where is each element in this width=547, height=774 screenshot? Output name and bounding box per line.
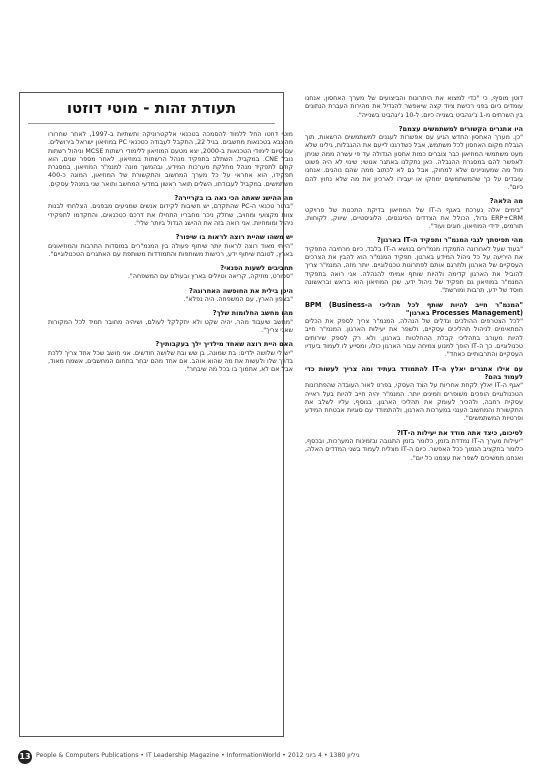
profile-intro: מוטי דוזטו החל ללמוד להסמכה בטכנאי אלקטרוניקה ותשתיות ב-1997, לאחר שחרורו מהצבא בטכנאות מחשבים. בגיל 22, התקבל לעבודה כטכנאי PC במוזיאון ישראל בירושלים. עם סיום לימודי הטכנאות ב-2000, יצא מטעם המוזיאון ללימודי רשתות MCSE וניהול רשתות נובל CNE. במקביל, השתלב בתפקיד מנהל הרשתות במוזיאון. לאחר מספר שנים, הוא קודם לתפקיד מנהל מחלקת מערכות המידע, ובהמשך מונה למנמ"ר המוזיאון. במסגרת תפקידו, הוא אחראי על כל מערך המחשוב והתקשורת של המוזיאון, המונה כ-400 משתמשים. במקביל לעבודתו, השלים תואר ראשון במדעי המחשב ותואר שני במנהל עסקים. xyxy=(48,131,293,188)
answer-paragraph: "כן. מערך האחסון החדש הגיע עם אפשרות לעגנים למשתמשים הרשאות, תוך הגבלת מקום האחסון לכל משתמש, אבל כשדרגנו לייעם את ההגבלות, גילינו שלא מעט משתמשי המוזיאון כבר צוברים כמות אחסון הגדולה עד פי עשרה ממה שניתן לאפשר להם במסגרת ההגבלה. כאן נתקלנו באתגר אנושי: שינוי לא היה פשוט מול מה שמעוניינים שלא למחוק, אבל גם לא לכתוב ממה שהם נוהגים. אנחנו עובדים על כך שהמשתמשים ימחקו או יעבירו לארכיון את מה שלא נחוץ להם כיום". xyxy=(305,134,523,191)
question-heading: מהי תפיסתך לגבי המנמ"ר ותפקיד ה-IT בארגון? xyxy=(376,236,523,245)
qa-section xyxy=(48,309,293,335)
qa-section xyxy=(305,301,523,360)
intro-paragraph: דוטן מוסיף, כי "כדי למצוא את היתרונות והביצועים של מערך האחסון, אנחנו עומדים כיום בפני רכישת ציוד קצה שיאפשר להגדיל את מהירות העברת הנתונים בין השרתים מ-1 ג'יגהביט בשנייה כיום, ל-10 ג'יגהביט בשנייה". xyxy=(305,95,523,119)
answer-paragraph: "הייתי מאוד רוצה לראות יותר שיתוף פעולה בין המנמ"רים במוסדות התרבות והמוזיאונים בארץ, לטובת שיתוף ידע, רכישות משותפות והתמודדות משותפת עם האתגרים הטכנולוגיים". xyxy=(48,242,293,258)
answer-paragraph: "אגף ה-IT יאלץ לקחת אחריות על הצד העסקי, בפרט לאור העובדה שהפתרונות הטכנולוגיים הופכים משופרים וזמינים יותר. המנמ"ר יהיה חייב להיות בעל ראייה עסקית רחבה, ולהכיר לעומק את תהליכי הארגון. בנוסף, עליו לשלב את התקשורת והמחשוב הענני במערכות הארגון, ולהתמודד עם סוגיות אבטחת המידע ופרטיות המשתמשים". xyxy=(305,382,523,423)
question-heading: תחביבים לשעות הפנאי? xyxy=(220,264,293,273)
qa-section xyxy=(48,264,293,282)
answer-paragraph: "לכל הצטרפים ההולכים וגדלים של הנהלה, המנמ"ר צריך לספק את הכלים המתאימים לניהול תהליכים עסקיים, ולשפר את יעילות הארגון. המנמ"ר חייב להיות מעורב בתהליכי קבלת ההחלטות בארגון, ולא רק לספק שירותים טכנולוגיים. כך ה-IT הופך למנוע צמיחה עבור הארגון כולו, ומסייע לו לעמוד ביעדיו העסקיים והתרבותיים כאחד". xyxy=(305,318,523,359)
answer-paragraph: "בעוד שעל לאחרונה התמקדו מנמ"רים בנושא ה-IT בלבד, כיום מרחיבה התפקיד את היריעה על כל ניהול המידע בארגון. תפקיד המנמ"ר הוא להבין את הצרכים העסקיים של הארגון ולתרגם אותם לפתרונות טכנולוגיים. יותר מזה, המנמ"ר צריך להוביל את הארגון קדימה ולהיות שותף אמיתי להנהלה. אני רואה בתפקיד המנמ"ר במוזיאון גם תפקיד של ניהול ידע, שכן המוזיאון הוא בראש ובראשונה מוסד של ידע, תרבות ומורשת". xyxy=(305,245,523,295)
sidebar-title: תעודת זהות - מוטי דוזטו xyxy=(66,99,237,117)
answer-paragraph: "בתור טכנאי ה-PC שהתקדם, יש חשיבות לקידום אנשים שמגיעים מבפנים. הצלחתי לבנות צוות מקצועי ומחויב, שחלק ניכר מחבריו התחילו את דרכם כטכנאים, והתקדמו לתפקידי ניהול ומומחיות. אני רואה בזה את ההישג הגדול ביותר שלי". xyxy=(48,203,294,227)
qa-section xyxy=(48,287,293,305)
question-heading: האם היית רוצה שאחד מילדיך ילך בעקבותיך? xyxy=(155,340,293,349)
question-heading: יש משהו שהיית רוצה לראות בו שיפור? xyxy=(175,233,293,242)
question-heading: עם אילו אתגרים יאלץ ה-IT להתמודד בעתיד ומה צריך לעשות כדי לעמוד בהם? xyxy=(305,364,523,381)
page-number: 13 xyxy=(18,750,32,764)
question-heading: היו אתגרים הקשורים למשתמשים עצמם? xyxy=(398,124,523,133)
qa-section xyxy=(48,233,293,259)
sidebar-text xyxy=(48,131,293,378)
qa-section xyxy=(305,197,523,231)
answer-paragraph: "יש לי שלושה ילדים: בת שמונה, בן שש ובת שלושה חודשים. אני חושב שכל אחד צריך ללכת בדרך שלו ולעשות את מה שהוא אוהב. אם אחד מהם יבחר בתחום המחשבים, אשמח מאוד, אבל אם לא, אתמוך בו בכל מה שיבחר". xyxy=(48,349,293,374)
page-footer xyxy=(0,748,547,768)
qa-section xyxy=(48,194,293,228)
profile-sidebar-box xyxy=(19,92,294,737)
answer-paragraph: "בימים אלה נערכת באגף ה-IT של המוזיאון בדיקת התכנות של פרויקט ERP+CRM גדול, הכולל את הצדדים הפיננסים, הלוגיסטיים, שיווק, לקוחות, תורמים, ידידי המוזיאון, חוגים ועוד". xyxy=(305,206,523,231)
footer-publication-line: People & Computers Publications • IT Leadership Magazine • InformationWorld • גיליון 1380 • 4 ביוני 2012 xyxy=(36,752,360,759)
question-heading: "המנמ"ר חייב להיות שותף לכל תהליכי ה-BPM (Business Processes Management) בארגון" xyxy=(305,300,523,317)
answer-paragraph: "ספורט, מוזיקה, קריאה וטיולים בארץ ובעולם עם המשפחה". xyxy=(127,273,293,281)
question-heading: מהו מחשב החלומות שלך? xyxy=(212,309,293,318)
qa-section xyxy=(305,125,523,192)
question-heading: לסיכום, כיצד אתה מודד את יעילות ה-IT? xyxy=(396,428,523,437)
title-divider xyxy=(28,123,275,124)
answer-paragraph: "מחשב שיעבוד מהר, יהיה שקט ולא יתקלקל לעולם, ושיהיה מחובר תמיד לכל המקורות שאני צריך". xyxy=(48,318,293,334)
answer-paragraph: "יעילות מערך ה-IT נמדדת בזמן, כלומר בזמן התגובה ובזמינות המערכות, ובכסף, כלומר בתקציב הנמוך ככל האפשר. כיום ה-IT מצליח לעמוד בשני המדדים האלה, ואנחנו ממשיכים לשפר את עצמנו כל יום". xyxy=(305,437,523,462)
qa-section xyxy=(305,429,523,463)
question-heading: מה הלאה? xyxy=(489,197,523,206)
qa-section xyxy=(305,236,523,295)
qa-section xyxy=(305,365,523,424)
qa-section xyxy=(48,340,293,374)
interview-column xyxy=(305,95,523,467)
question-heading: היכן בילית את החופשה האחרונה? xyxy=(189,286,293,295)
question-heading: מה ההישג שאתה הכי גאה בו בקריירה? xyxy=(174,194,293,203)
answer-paragraph: "בצפון הארץ, עם המשפחה. היה נפלא". xyxy=(183,296,293,304)
